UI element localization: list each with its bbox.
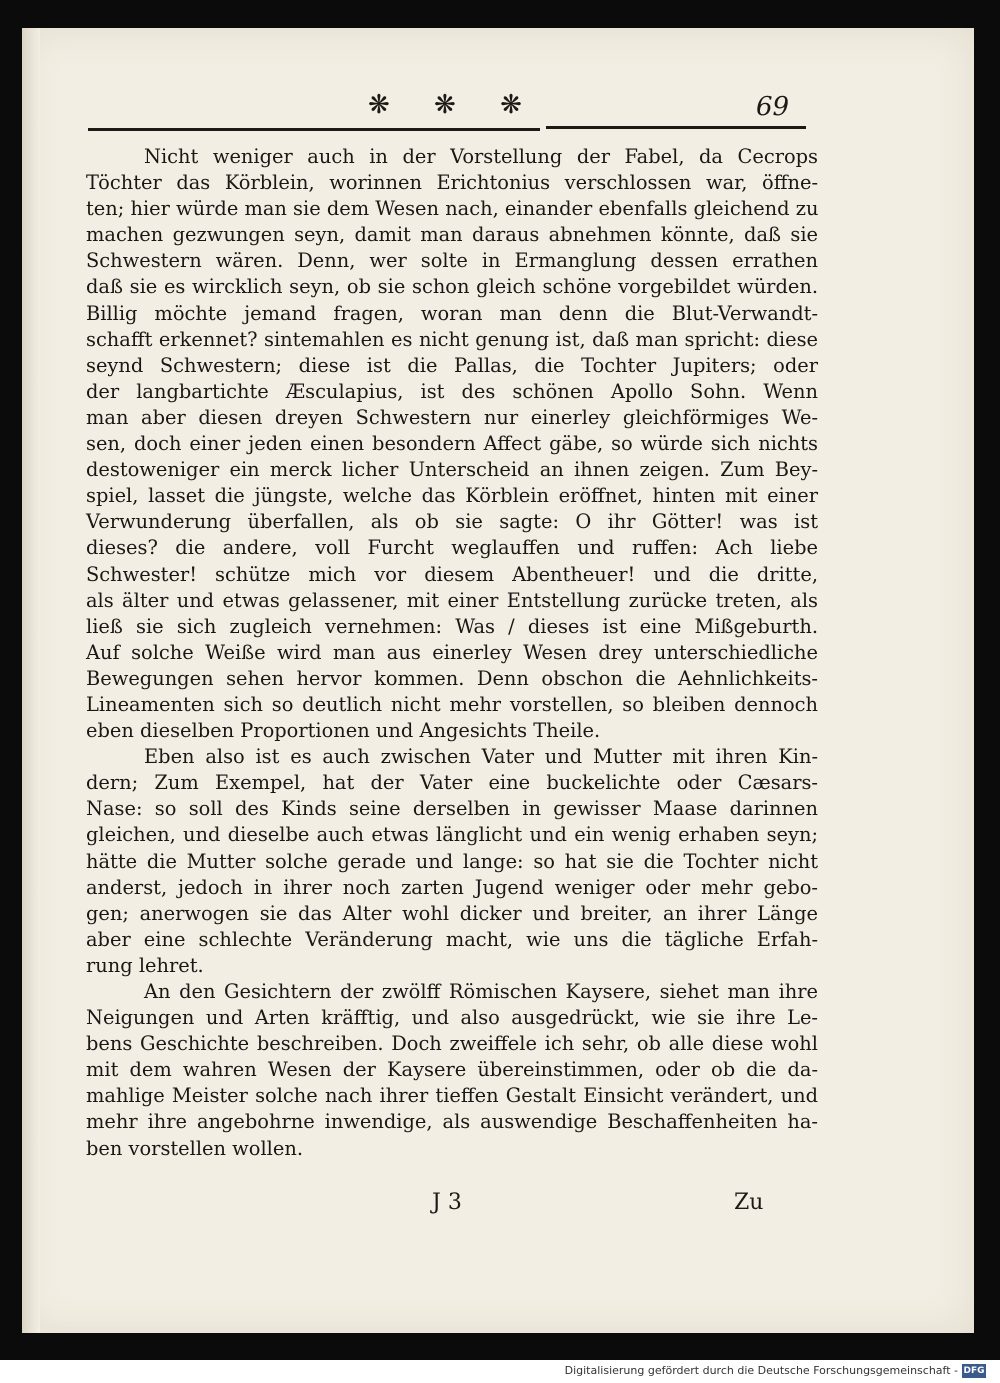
ornament-glyphs: ❋ ❋ ❋ — [368, 90, 540, 120]
attribution-text: Digitalisierung gefördert durch die Deutsche Forschungsgemeinschaft - — [564, 1364, 958, 1377]
text-line: Töchter das Körblein, worinnen Erichtonius verschlossen war, öffne- — [86, 171, 818, 195]
text-line: schafft erkennet? sintemahlen es nicht genung ist, daß man spricht: diese — [86, 327, 818, 351]
text-line: aber eine schlechte Veränderung macht, wie uns die tägliche Erfah- — [86, 927, 818, 951]
text-line: gen; anerwogen sie das Alter wohl dicker und breiter, an ihrer Länge — [86, 901, 818, 925]
attribution-bar — [0, 1360, 1000, 1383]
header-rule-right — [546, 126, 806, 129]
text-line: man aber diesen dreyen Schwestern nur einerley gleichförmiges We- — [86, 405, 818, 429]
book-page — [22, 28, 974, 1333]
text-line: An den Gesichtern der zwölff Römischen Kaysere, siehet man ihre — [144, 980, 818, 1003]
text-line: machen gezwungen seyn, damit man daraus abnehmen könnte, daß sie — [86, 223, 818, 247]
page-number: 69 — [756, 92, 790, 122]
text-line: Billig möchte jemand fragen, woran man denn die Blut-Verwandt- — [86, 301, 818, 325]
running-head — [22, 90, 974, 126]
header-rule-left — [88, 128, 540, 131]
text-line: anderst, jedoch in ihrer noch zarten Jugend weniger oder mehr gebo- — [86, 875, 818, 899]
text-line: dern; Zum Exempel, hat der Vater eine buckelichte oder Cæsars- — [86, 771, 818, 795]
text-line: Schwestern wären. Denn, wer solte in Ermanglung dessen errathen — [86, 249, 818, 273]
text-line: Schwester! schütze mich vor diesem Abentheuer! und die dritte, — [86, 562, 818, 586]
text-line: eben dieselben Proportionen und Angesichts Theile. — [86, 719, 601, 743]
text-line: destoweniger ein merck licher Unterscheid an ihnen zeigen. Zum Bey- — [86, 458, 818, 482]
signature-mark: J 3 — [432, 1190, 462, 1215]
catchword: Zu — [734, 1190, 764, 1215]
text-line: Neigungen und Arten kräfftig, und also ausgedrückt, wie sie ihre Le- — [86, 1006, 818, 1030]
text-line: mahlige Meister solche nach ihrer tieffen Gestalt Einsicht verändert, und — [86, 1084, 818, 1108]
text-line: ben vorstellen wollen. — [86, 1136, 303, 1160]
text-line: der langbartichte Æsculapius, ist des schönen Apollo Sohn. Wenn — [86, 379, 818, 403]
text-line: ten; hier würde man sie dem Wesen nach, einander ebenfalls gleichend zu — [86, 197, 819, 221]
text-line: Lineamenten sich so deutlich nicht mehr vorstellen, so bleiben dennoch — [86, 692, 818, 716]
text-line: hätte die Mutter solche gerade und lange: so hat sie die Tochter nicht — [86, 849, 818, 873]
text-line: ließ sie sich zugleich vernehmen: Was / dieses ist eine Mißgeburth. — [86, 614, 818, 638]
text-line: Nicht weniger auch in der Vorstellung der Fabel, da Cecrops — [144, 145, 818, 168]
text-line: bens Geschichte beschreiben. Doch zweiffele ich sehr, ob alle diese wohl — [86, 1032, 818, 1056]
text-line: Bewegungen sehen hervor kommen. Denn obschon die Aehnlichkeits- — [86, 666, 818, 690]
body-text — [86, 144, 818, 1162]
text-line: mehr ihre angebohrne inwendige, als auswendige Beschaffenheiten ha- — [86, 1110, 818, 1134]
text-line: daß sie es wircklich seyn, ob sie schon gleich schöne vorgebildet würden. — [86, 275, 818, 299]
page-gutter — [22, 28, 40, 1333]
text-line: spiel, lasset die jüngste, welche das Körblein eröffnet, hinten mit einer — [86, 484, 818, 508]
dfg-logo: DFG — [963, 1366, 985, 1376]
text-line: sen, doch einer jeden einen besondern Affect gäbe, so würde sich nichts — [86, 432, 818, 456]
page-footer — [22, 1190, 974, 1220]
text-line: als älter und etwas gelassener, mit einer Entstellung zurücke treten, als — [86, 588, 818, 612]
text-line: mit dem wahren Wesen der Kaysere übereinstimmen, oder ob die da- — [86, 1058, 818, 1082]
text-line: Auf solche Weiße wird man aus einerley Wesen drey unterschiedliche — [86, 640, 818, 664]
text-line: dieses? die andere, voll Furcht weglauffen und ruffen: Ach liebe — [86, 536, 818, 560]
text-line: Nase: so soll des Kinds seine derselben in gewisser Maase darinnen — [86, 797, 818, 821]
text-line: Eben also ist es auch zwischen Vater und Mutter mit ihren Kin- — [144, 745, 818, 769]
text-line: seynd Schwestern; diese ist die Pallas, die Tochter Jupiters; oder — [86, 353, 818, 377]
text-line: Verwunderung überfallen, als ob sie sagte: O ihr Götter! was ist — [86, 510, 818, 534]
text-line: rung lehret. — [86, 953, 204, 977]
text-line: gleichen, und dieselbe auch etwas länglicht und ein wenig erhaben seyn; — [86, 823, 818, 847]
